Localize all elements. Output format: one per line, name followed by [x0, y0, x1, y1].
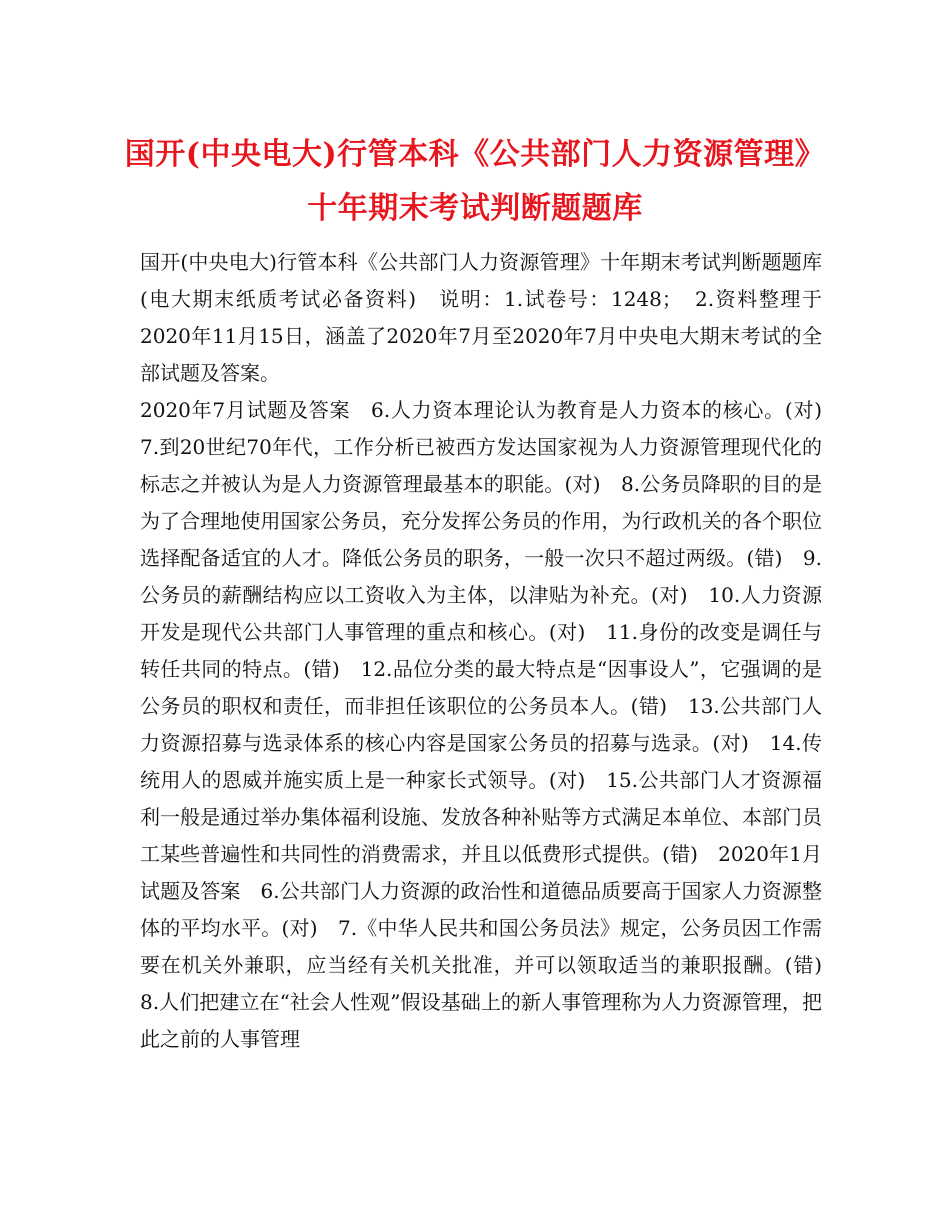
document-title: 国开(中央电大)行管本科《公共部门人力资源管理》十年期末考试判断题题库: [124, 137, 826, 226]
document-body: [140, 244, 842, 1058]
paragraph-intro: 国开(中央电大)行管本科《公共部门人力资源管理》十年期末考试判断题题库 (电大期末纸质考试必备资料) 说明：1.试卷号：1248； 2.资料整理于2020年11月15日，涵盖了2020年7月至2020年7月中央电大期末考试的全部试题及答案。: [140, 250, 842, 385]
paragraph-questions: 2020年7月试题及答案 6.人力资本理论认为教育是人力资本的核心。(对) 7.到20世纪70年代，工作分析已被西方发达国家视为人力资源管理现代化的标志之并被认为是人力资源管理最基本的职能。(对) 8.公务员降职的目的是为了合理地使用国家公务员，充分发挥公务员的作用，为行政机关的各个职位选择配备适宜的人才。降低公务员的职务，一般一次只不超过两级。(错) 9.公务员的薪酬结构应以工资收入为主体，以津贴为补充。(对) 10.人力资源开发是现代公共部门人事管理的重点和核心。(对) 11.身份的改变是调任与转任共同的特点。(错) 12.品位分类的最大特点是“因事设人”，它强调的是公务员的职权和责任，而非担任该职位的公务员本人。(错) 13.公共部门人力资源招募与选录体系的核心内容是国家公务员的招募与选录。(对) 14.传统用人的恩威并施实质上是一种家长式领导。(对) 15.公共部门人才资源福利一般是通过举办集体福利设施、发放各种补贴等方式满足本单位、本部门员工某些普遍性和共同性的消费需求，并且以低费形式提供。(错) 2020年1月试题及答案 6.公共部门人力资源的政治性和道德品质要高于国家人力资源整体的平均水平。(对) 7.《中华人民共和国公务员法》规定，公务员因工作需要在机关外兼职，应当经有关机关批准，并可以领取适当的兼职报酬。(错) 8.人们把建立在“社会人性观”假设基础上的新人事管理称为人力资源管理，把此之前的人事管理: [140, 398, 842, 1051]
